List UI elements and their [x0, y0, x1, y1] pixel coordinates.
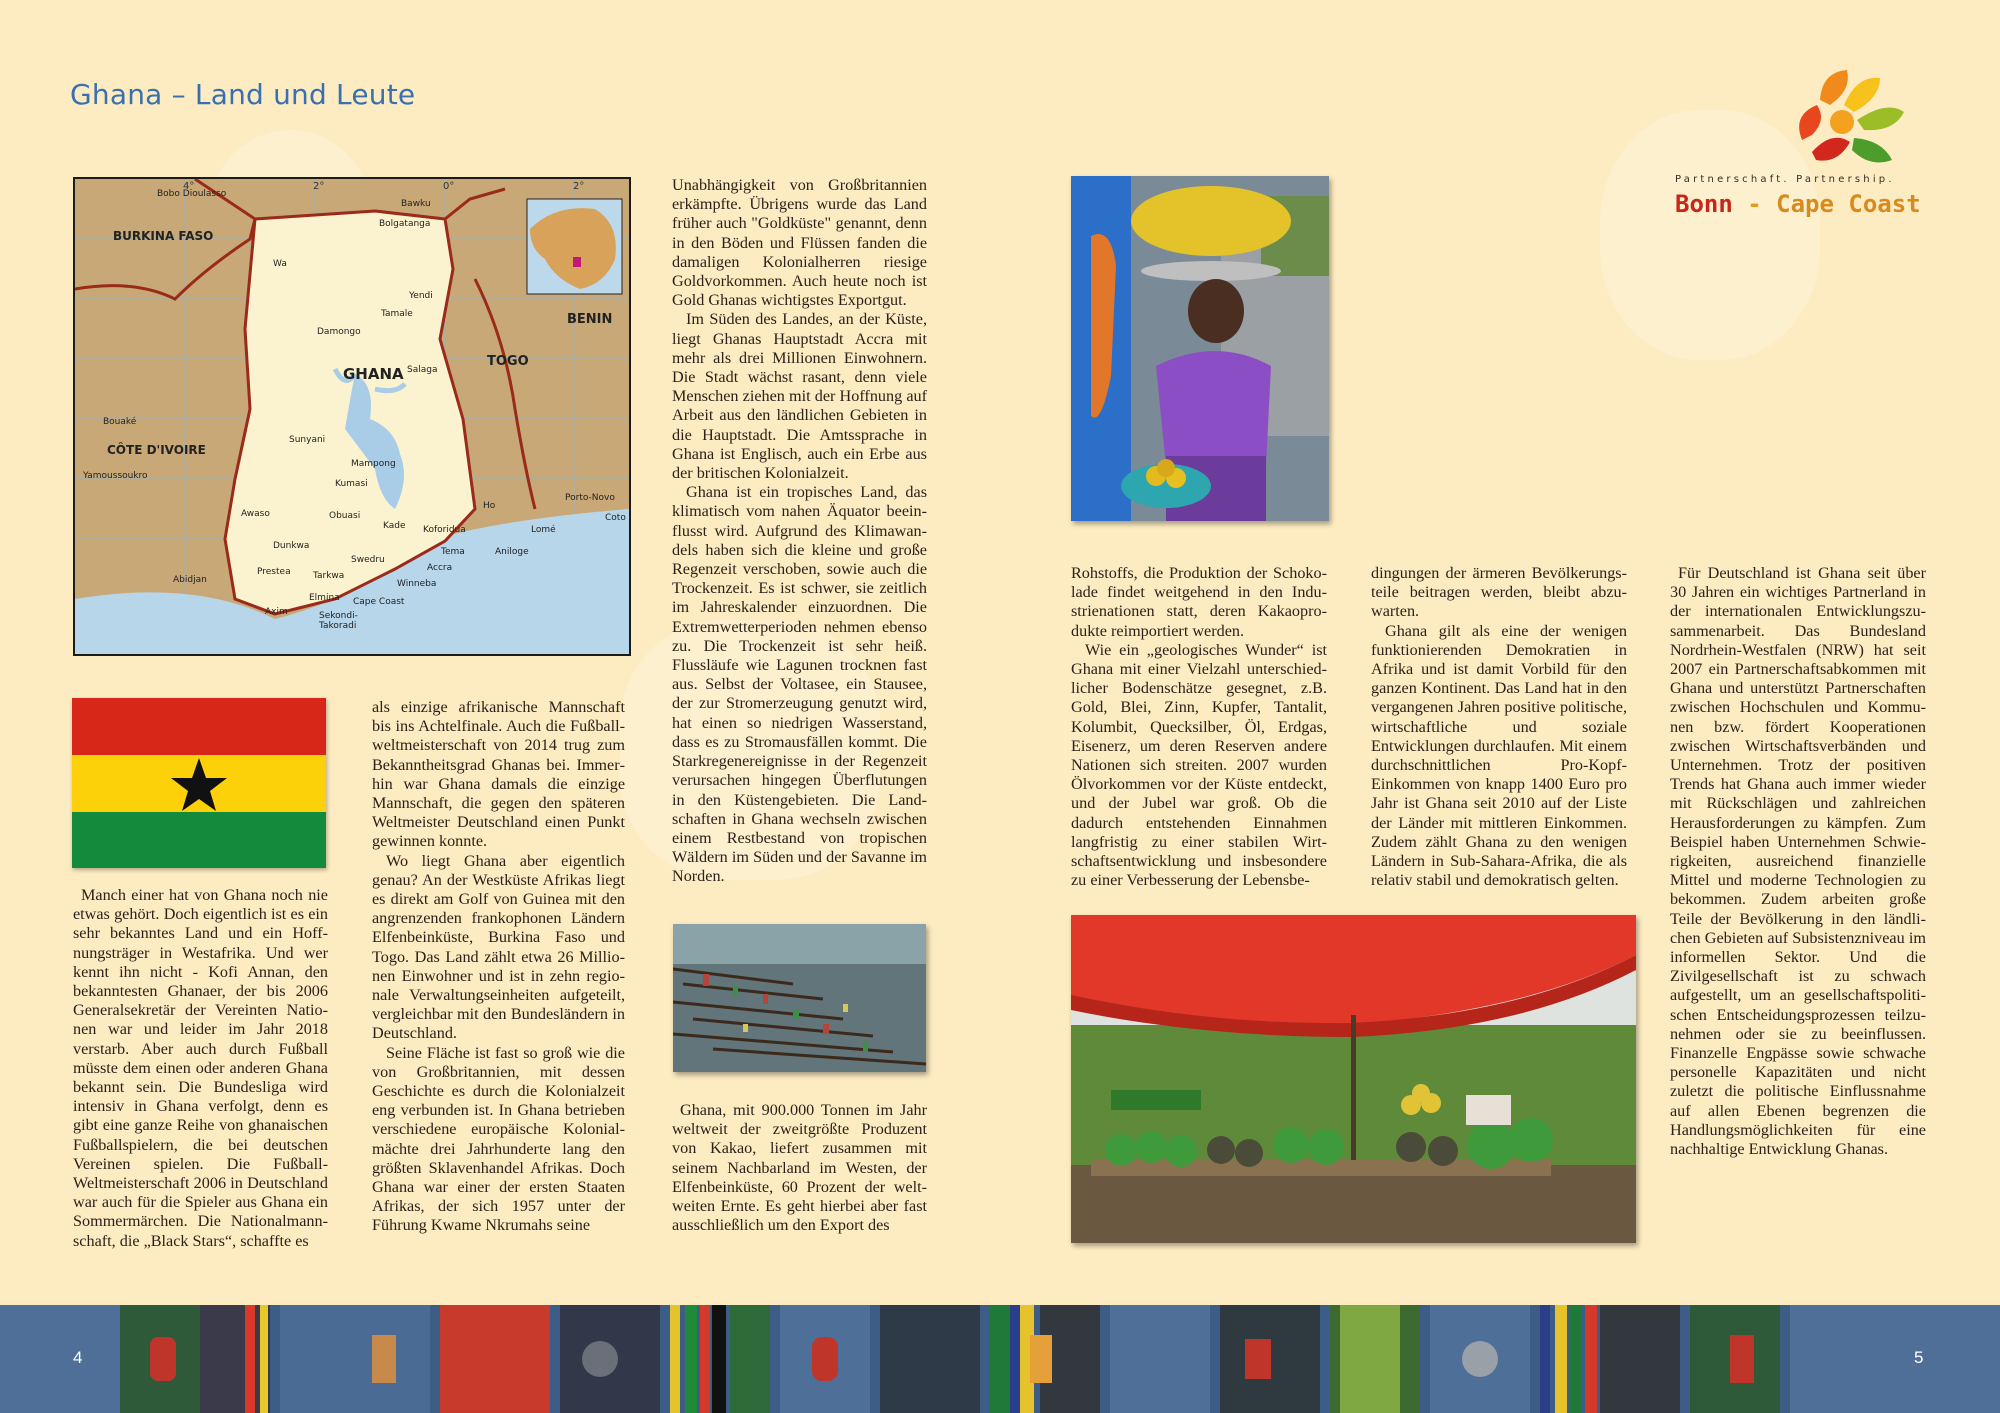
map-city-label: Koforidua	[423, 525, 466, 535]
paragraph: als einzige afrikanische Mannschaft bis ins Achtelfinale. Auch die Fußballweltmeisterschaft von 2014 trug zum Bekanntheitsgrad Ghanas bei. Immerhin war Ghana damals die einzige Mannschaft, die gegen den späteren Weltmeister Deutschland einen Punkt gewinnen konnte.	[372, 698, 625, 851]
logo-city-bonn: Bonn	[1675, 190, 1733, 218]
map-city-label: Kade	[383, 521, 406, 531]
map-neighbor-label: BENIN	[567, 312, 613, 327]
page-number-left: 4	[73, 1348, 83, 1367]
map-city-label: Cape Coast	[353, 597, 405, 607]
text-column-5	[1371, 564, 1627, 890]
map-graphic	[75, 179, 629, 654]
swirl-logo-icon	[1782, 60, 1912, 170]
map-neighbor-label: CÔTE D'IVOIRE	[107, 443, 206, 457]
logo-dash: -	[1747, 190, 1762, 218]
text-column-4	[1071, 564, 1327, 890]
map-city-label: Yamoussoukro	[83, 471, 148, 481]
paragraph: Ghana, mit 900.000 Tonnen im Jahr weltweit der zweitgrößte Produzent von Kakao, liefert zusammen mit seinem Nachbarland im Westen, der Elfenbeinküste, 60 Prozent der weltweiten Ernte. Es geht hierbei aber fast ausschließlich um den Export des	[672, 1101, 927, 1235]
map-city-label: Abidjan	[173, 575, 207, 585]
map-city-label: Porto-Novo	[565, 493, 615, 503]
ghana-flag	[72, 698, 326, 868]
map-city-label: Swedru	[351, 555, 385, 565]
page-number-right: 5	[1914, 1348, 1924, 1367]
map-city-label: Wa	[273, 259, 287, 269]
map-city-label: Mampong	[351, 459, 396, 469]
map-meridian-label: 2°	[573, 181, 585, 192]
paragraph: Wo liegt Ghana aber eigentlich genau? An der Westküste Afrikas liegt es direkt am Golf von Guinea mit den angrenzenden frankophonen Ländern Elfenbeinküste, Burkina Faso und Togo. Das Land zählt etwa 26 Millionen Einwohner und ist in zehn regionale Verwaltungseinheiten aufgeteilt, vergleichbar mit den Bundesländern in Deutschland.	[372, 851, 625, 1043]
map-city-label: Dunkwa	[273, 541, 310, 551]
map-city-label: Prestea	[257, 567, 291, 577]
map-city-label: Bobo Dioulasso	[157, 189, 227, 199]
text-column-3b	[672, 1101, 927, 1235]
text-column-3	[672, 176, 927, 887]
text-column-2	[372, 698, 625, 1236]
logo-cities	[1675, 190, 1921, 218]
map-city-label: Lomé	[531, 525, 556, 535]
ghana-map	[73, 177, 631, 656]
map-meridian-label: 4°	[183, 181, 195, 192]
map-city-label: Salaga	[407, 365, 438, 375]
map-city-label: Obuasi	[329, 511, 361, 521]
map-city-label: Coto	[605, 513, 626, 523]
photo-fishing-boats	[673, 924, 926, 1072]
text-column-1	[73, 886, 328, 1251]
paragraph: Für Deutschland ist Ghana seit über 30 Jahren ein wichtiges Partnerland in der internationalen Entwicklungszusammenarbeit. Das Bundesland Nordrhein-Westfalen (NRW) hat seit 2007 ein Partnerschaftsabkommen mit Ghana und unterstützt Partnerschaften zwischen Hochschulen und Kommunen bzw. fördert Kooperationen zwischen Wirtschaftsverbänden und Unternehmen. Trotz der positiven Trends hat Ghana auch immer wieder mit Rückschlägen und zahlreichen Herausforderungen zu kämpfen. Zum Beispiel haben Unternehmen Schwierigkeiten, ausreichend finanzielle Mittel und moderne Technologien zu bekommen. Zudem arbeiten große Teile der Bevölkerung in den ländlichen Gebieten auf Subsistenzniveau im informellen Sektor. Und die Zivilgesellschaft ist zu schwach aufgestellt, um an gesellschaftspolitischen Entscheidungsprozessen teilzunehmen oder sie zu beeinflussen. Finanzelle Engpässe sowie schwache personelle Kapazitäten und nicht zuletzt die politische Einflussnahme auf allen Ebenen begrenzen die Handlungsmöglichkeiten für eine nachhaltige Entwicklung Ghanas.	[1670, 564, 1926, 1159]
map-city-label: Bawku	[401, 199, 431, 209]
map-city-label: Damongo	[317, 327, 361, 337]
map-city-label: Tema	[441, 547, 465, 557]
paragraph: Manch einer hat von Ghana noch nie etwas gehört. Doch eigentlich ist es ein sehr bekanntes Land und ein Hoffnungsträger in Westafrika. Und wer kennt ihn nicht - Kofi Annan, den bekanntesten Ghanaer, der bis 2006 Generalsekretär der Vereinten Nationen war und leider im Jahr 2018 verstarb. Aber auch durch Fußball müsste dem einen oder anderen Ghana bekannt sein. Die Bundesliga wird intensiv in Ghana verfolgt, denn es gibt eine ganze Reihe von ghanaischen Fußballspielern, die bei deutschen Vereinen spielen. Die Fußball-Weltmeisterschaft 2006 in Deutschland war auch für die Spieler aus Ghana ein Sommermärchen. Die Nationalmannschaft, die „Black Stars“, schaffte es	[73, 886, 328, 1250]
paragraph: Wie ein „geologisches Wunder“ ist Ghana mit einer Vielzahl unterschiedlicher Bodenschätze gesegnet, z.B. Gold, Blei, Zinn, Kupfer, Tantalit, Kolumbit, Quecksilber, Öl, Erdgas, Eisenerz, um deren Reserven andere Nationen sich streiten. 2007 wurden Ölvorkommen vor der Küste entdeckt, und der Jubel war groß. Ob die dadurch entstehenden Einnahmen langfristig zu einer stabilen Wirtschaftsentwicklung und insbesondere zu einer Verbesserung der Lebensbe-	[1071, 640, 1327, 890]
photo-woman-bananas	[1071, 176, 1329, 521]
map-country-label: GHANA	[343, 365, 404, 383]
map-city-label: Accra	[427, 563, 453, 573]
page-title: Ghana – Land und Leute	[70, 78, 416, 111]
paragraph: Unabhängigkeit von Großbritannien erkämpfte. Übrigens wurde das Land früher auch "Goldküste" genannt, denn in den Böden und Flüssen fanden die damaligen Kolonialherren riesige Goldvorkommen. Auch heute noch ist Gold Ghanas wichtigstes Exportgut.	[672, 176, 927, 310]
map-city-label: Ho	[483, 501, 496, 511]
map-city-label: Sekondi-Takoradi	[319, 611, 358, 631]
map-city-label: Kumasi	[335, 479, 368, 489]
map-neighbor-label: TOGO	[487, 354, 529, 369]
photo-market-stall	[1071, 915, 1636, 1243]
map-city-label: Winneba	[397, 579, 437, 589]
map-city-label: Sunyani	[289, 435, 326, 445]
paragraph: dingungen der ärmeren Bevölkerungsteile beitragen werden, bleibt abzuwarten.	[1371, 564, 1627, 621]
map-city-label: Axim	[265, 607, 288, 617]
map-city-label: Bouaké	[103, 417, 137, 427]
map-neighbor-label: BURKINA FASO	[113, 229, 214, 243]
text-column-6	[1670, 564, 1926, 1159]
kente-border	[0, 1305, 2000, 1413]
paragraph: Rohstoffs, die Produktion der Schokolade findet weitgehend in den Industrienationen statt, deren Kakaoprodukte reimportiert werden.	[1071, 564, 1327, 640]
paragraph: Ghana ist ein tropisches Land, das klimatisch vom nahen Äquator beeinflusst wird. Aufgrund des Klimawandels haben sich die kleine und große Regenzeit verschoben, sowie auch die Trockenzeit. Es ist schwer, sie zeitlich im Jahreskalender einzuordnen. Die Extremwetterperioden nehmen ebenso zu. Die Trockenzeit ist sehr heiß. Flussläufe wie Lagunen trocknen fast aus. Selbst der Voltasee, ein Stausee, der zur Stromerzeugung genutzt wird, hat einen so niedrigen Wasserstand, dass es zu Stromausfällen kommt. Die Starkregenereignisse in der Regenzeit verursachen hingegen Überflutungen in den Küstengebieten. Die Landschaften in Ghana wechseln zwischen einem Restbestand von tropischen Wäldern im Süden und der Savanne im Norden.	[672, 483, 927, 886]
map-city-label: Yendi	[409, 291, 433, 301]
map-city-label: Tarkwa	[313, 571, 345, 581]
map-city-label: Elmina	[309, 593, 340, 603]
logo-tagline: Partnerschaft. Partnership.	[1675, 174, 1895, 185]
logo-city-cape-coast: Cape Coast	[1776, 190, 1921, 218]
map-meridian-label: 2°	[313, 181, 325, 192]
paragraph: Seine Fläche ist fast so groß wie die von Großbritannien, mit dessen Geschichte es durch die Kolonialzeit eng verbunden ist. In Ghana betrieben verschiedene europäische Kolonialmächte drei Jahrhunderte lang den größten Sklavenhandel Afrikas. Doch Ghana war einer der ersten Staaten Afrikas, der sich 1957 unter der Führung Kwame Nkrumahs seine	[372, 1043, 625, 1235]
map-city-label: Awaso	[241, 509, 270, 519]
partnership-logo	[1670, 60, 1930, 230]
paragraph: Im Süden des Landes, an der Küste, liegt Ghanas Hauptstadt Accra mit mehr als drei Millionen Einwohnern. Die Stadt wächst rasant, denn viele Menschen ziehen mit der Hoffnung auf Arbeit aus den ländlichen Gebieten in die Hauptstadt. Die Amtssprache in Ghana ist Englisch, auch ein Erbe aus der britischen Kolonialzeit.	[672, 310, 927, 483]
map-city-label: Bolgatanga	[379, 219, 431, 229]
map-meridian-label: 0°	[443, 181, 455, 192]
map-city-label: Tamale	[381, 309, 413, 319]
map-city-label: Aniloge	[495, 547, 529, 557]
paragraph: Ghana gilt als eine der wenigen funktionierenden Demokratien in Afrika und ist damit Vorbild für den ganzen Kontinent. Das Land hat in den vergangenen Jahren positive politische, wirtschaftliche und soziale Entwicklungen durchlaufen. Mit einem durchschnittlichen Pro-Kopf-Einkommen von knapp 1400 Euro pro Jahr ist Ghana seit 2010 auf der Liste der Länder mit mittleren Einkommen. Zudem zählt Ghana zu den wenigen Ländern in Sub-Sahara-Afrika, die als relativ stabil und demokratisch gelten.	[1371, 621, 1627, 890]
